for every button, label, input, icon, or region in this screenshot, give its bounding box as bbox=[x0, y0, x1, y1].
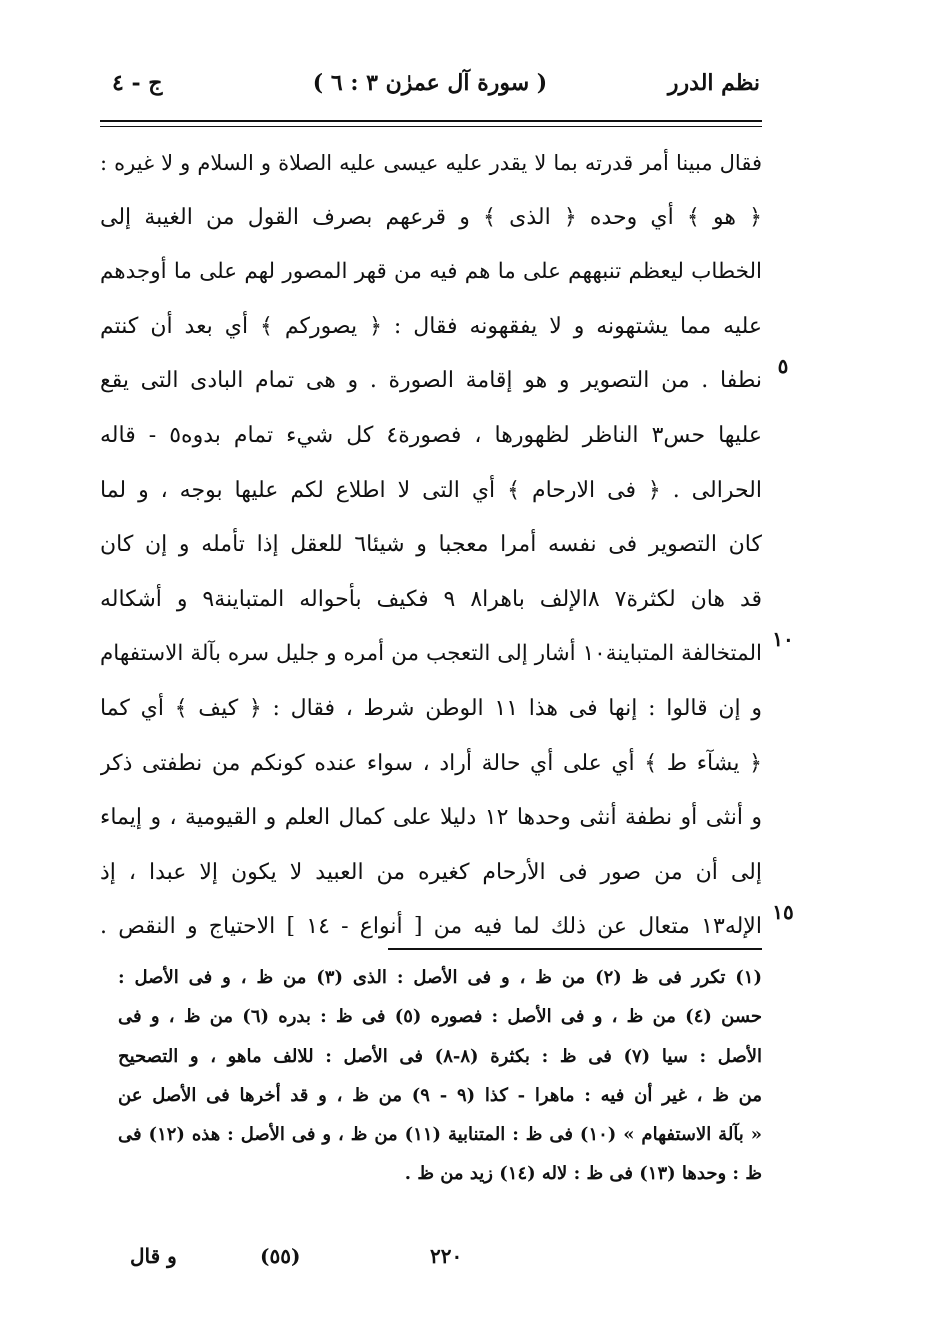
page-number: ٢٢٠ bbox=[430, 1244, 463, 1268]
line-number-15: ١٥ bbox=[772, 900, 794, 924]
line-number-5: ٥ bbox=[777, 354, 789, 378]
main-text-block bbox=[100, 136, 762, 955]
running-header bbox=[100, 70, 760, 106]
footnote-line: (١) تكرر فى ظ (٢) من ظ ، و فى الأصل : الذى (٣) من ظ ، و فى الأصل : bbox=[118, 967, 762, 988]
text-line: إلى أن من صور فى الأرحام كغيره من العبيد لا يكون إلا عبدا ، إذ bbox=[100, 859, 762, 885]
footnotes-block bbox=[118, 958, 762, 1194]
page-footer bbox=[100, 1244, 762, 1274]
book-title: نظم الدرر bbox=[667, 70, 760, 96]
footnote-rule bbox=[388, 948, 762, 950]
line-number-10: ١٠ bbox=[772, 627, 794, 651]
header-rule-thick bbox=[100, 120, 762, 122]
text-line: و إن قالوا : إنها فى هذا ١١ الوطن شرط ، فقال : ﴿ كيف ﴾ أي كما bbox=[100, 695, 762, 721]
footnote-line: الأصل : سيا (٧) فى ظ : بكثرة (٨-٨) فى الأصل : للالف ماهو ، و التصحيح bbox=[118, 1045, 762, 1067]
text-line: كان التصوير فى نفسه أمرا معجبا و شيئا٦ للعقل إذا تأمله و إن كان bbox=[100, 532, 762, 558]
text-line: الحرالى . ﴿ فى الارحام ﴾ أي التى لا اطلاع لكم عليها بوجه ، و لما bbox=[100, 477, 762, 503]
text-line: الإله١٣ متعال عن ذلك لما فيه من [ أنواع - ١٤ ] الاحتياج و النقص . bbox=[100, 914, 762, 940]
text-line: و أنثى أو نطفة أنثى وحدها ١٢ دليلا على كمال العلم و القيومية ، و إيماء bbox=[100, 805, 762, 831]
header-rule-thin bbox=[100, 126, 762, 127]
volume-number: ج - ٤ bbox=[112, 70, 163, 96]
footnote-line: حسن (٤) من ظ ، و فى الأصل : فصوره (٥) فى ظ : بدره (٦) من ظ ، و فى bbox=[118, 1006, 762, 1028]
text-line: قد هان لكثرة٧ ٨الإلف باهرا٨ ٩ فكيف بأحواله المتباينة٩ و أشكاله bbox=[100, 586, 762, 612]
text-line: نطفا . من التصوير و هو إقامة الصورة . و هى تمام البادى التى يقع bbox=[100, 368, 762, 394]
text-line: ﴿ هو ﴾ أي وحده ﴿ الذى ﴾ و قرعهم بصرف القول من الغيبة إلى bbox=[100, 204, 762, 230]
text-line: عليه مما يشتهونه و لا يفقهونه فقال : ﴿ يصوركم ﴾ أي بعد أن كنتم bbox=[100, 313, 762, 339]
surah-reference: ( سورة آل عمرٰن ٣ : ٦ ) bbox=[312, 70, 548, 96]
footnote-line: « بآلة الاستفهام » (١٠) فى ظ : المتنابية (١١) من ظ ، و فى الأصل : هذه (١٢) فى bbox=[118, 1124, 762, 1146]
catchword: و قال bbox=[130, 1244, 177, 1268]
text-line: المتخالفة المتباينة١٠ أشار إلى التعجب من أمره و جليل سره بآلة الاستفهام bbox=[100, 641, 762, 667]
text-line: عليها حس٣ الناظر لظهورها ، فصورة٤ كل شيء تمام بدوه٥ - قاله bbox=[100, 422, 762, 448]
text-line: الخطاب ليعظم تنبههم على ما هم فيه من قهر المصور لهم على ما أوجدهم bbox=[100, 259, 762, 285]
text-line: ﴿ يشآء ط ﴾ أي على أي حالة أراد ، سواء عنده كونكم من نطفتى ذكر bbox=[100, 750, 762, 776]
signature-mark: (٥٥) bbox=[260, 1244, 301, 1268]
footnote-line: ظ : وحدها (١٣) فى ظ : لاله (١٤) زيد من ظ . bbox=[404, 1163, 762, 1185]
text-line: فقال مبينا أمر قدرته بما لا يقدر عليه عيسى عليه الصلاة و السلام و لا غيره : bbox=[100, 151, 762, 175]
footnote-line: من ظ ، غير أن فيه : ماهرا - كذا (٩ - ٩) من ظ ، و قد أخرها فى الأصل عن bbox=[118, 1084, 762, 1106]
